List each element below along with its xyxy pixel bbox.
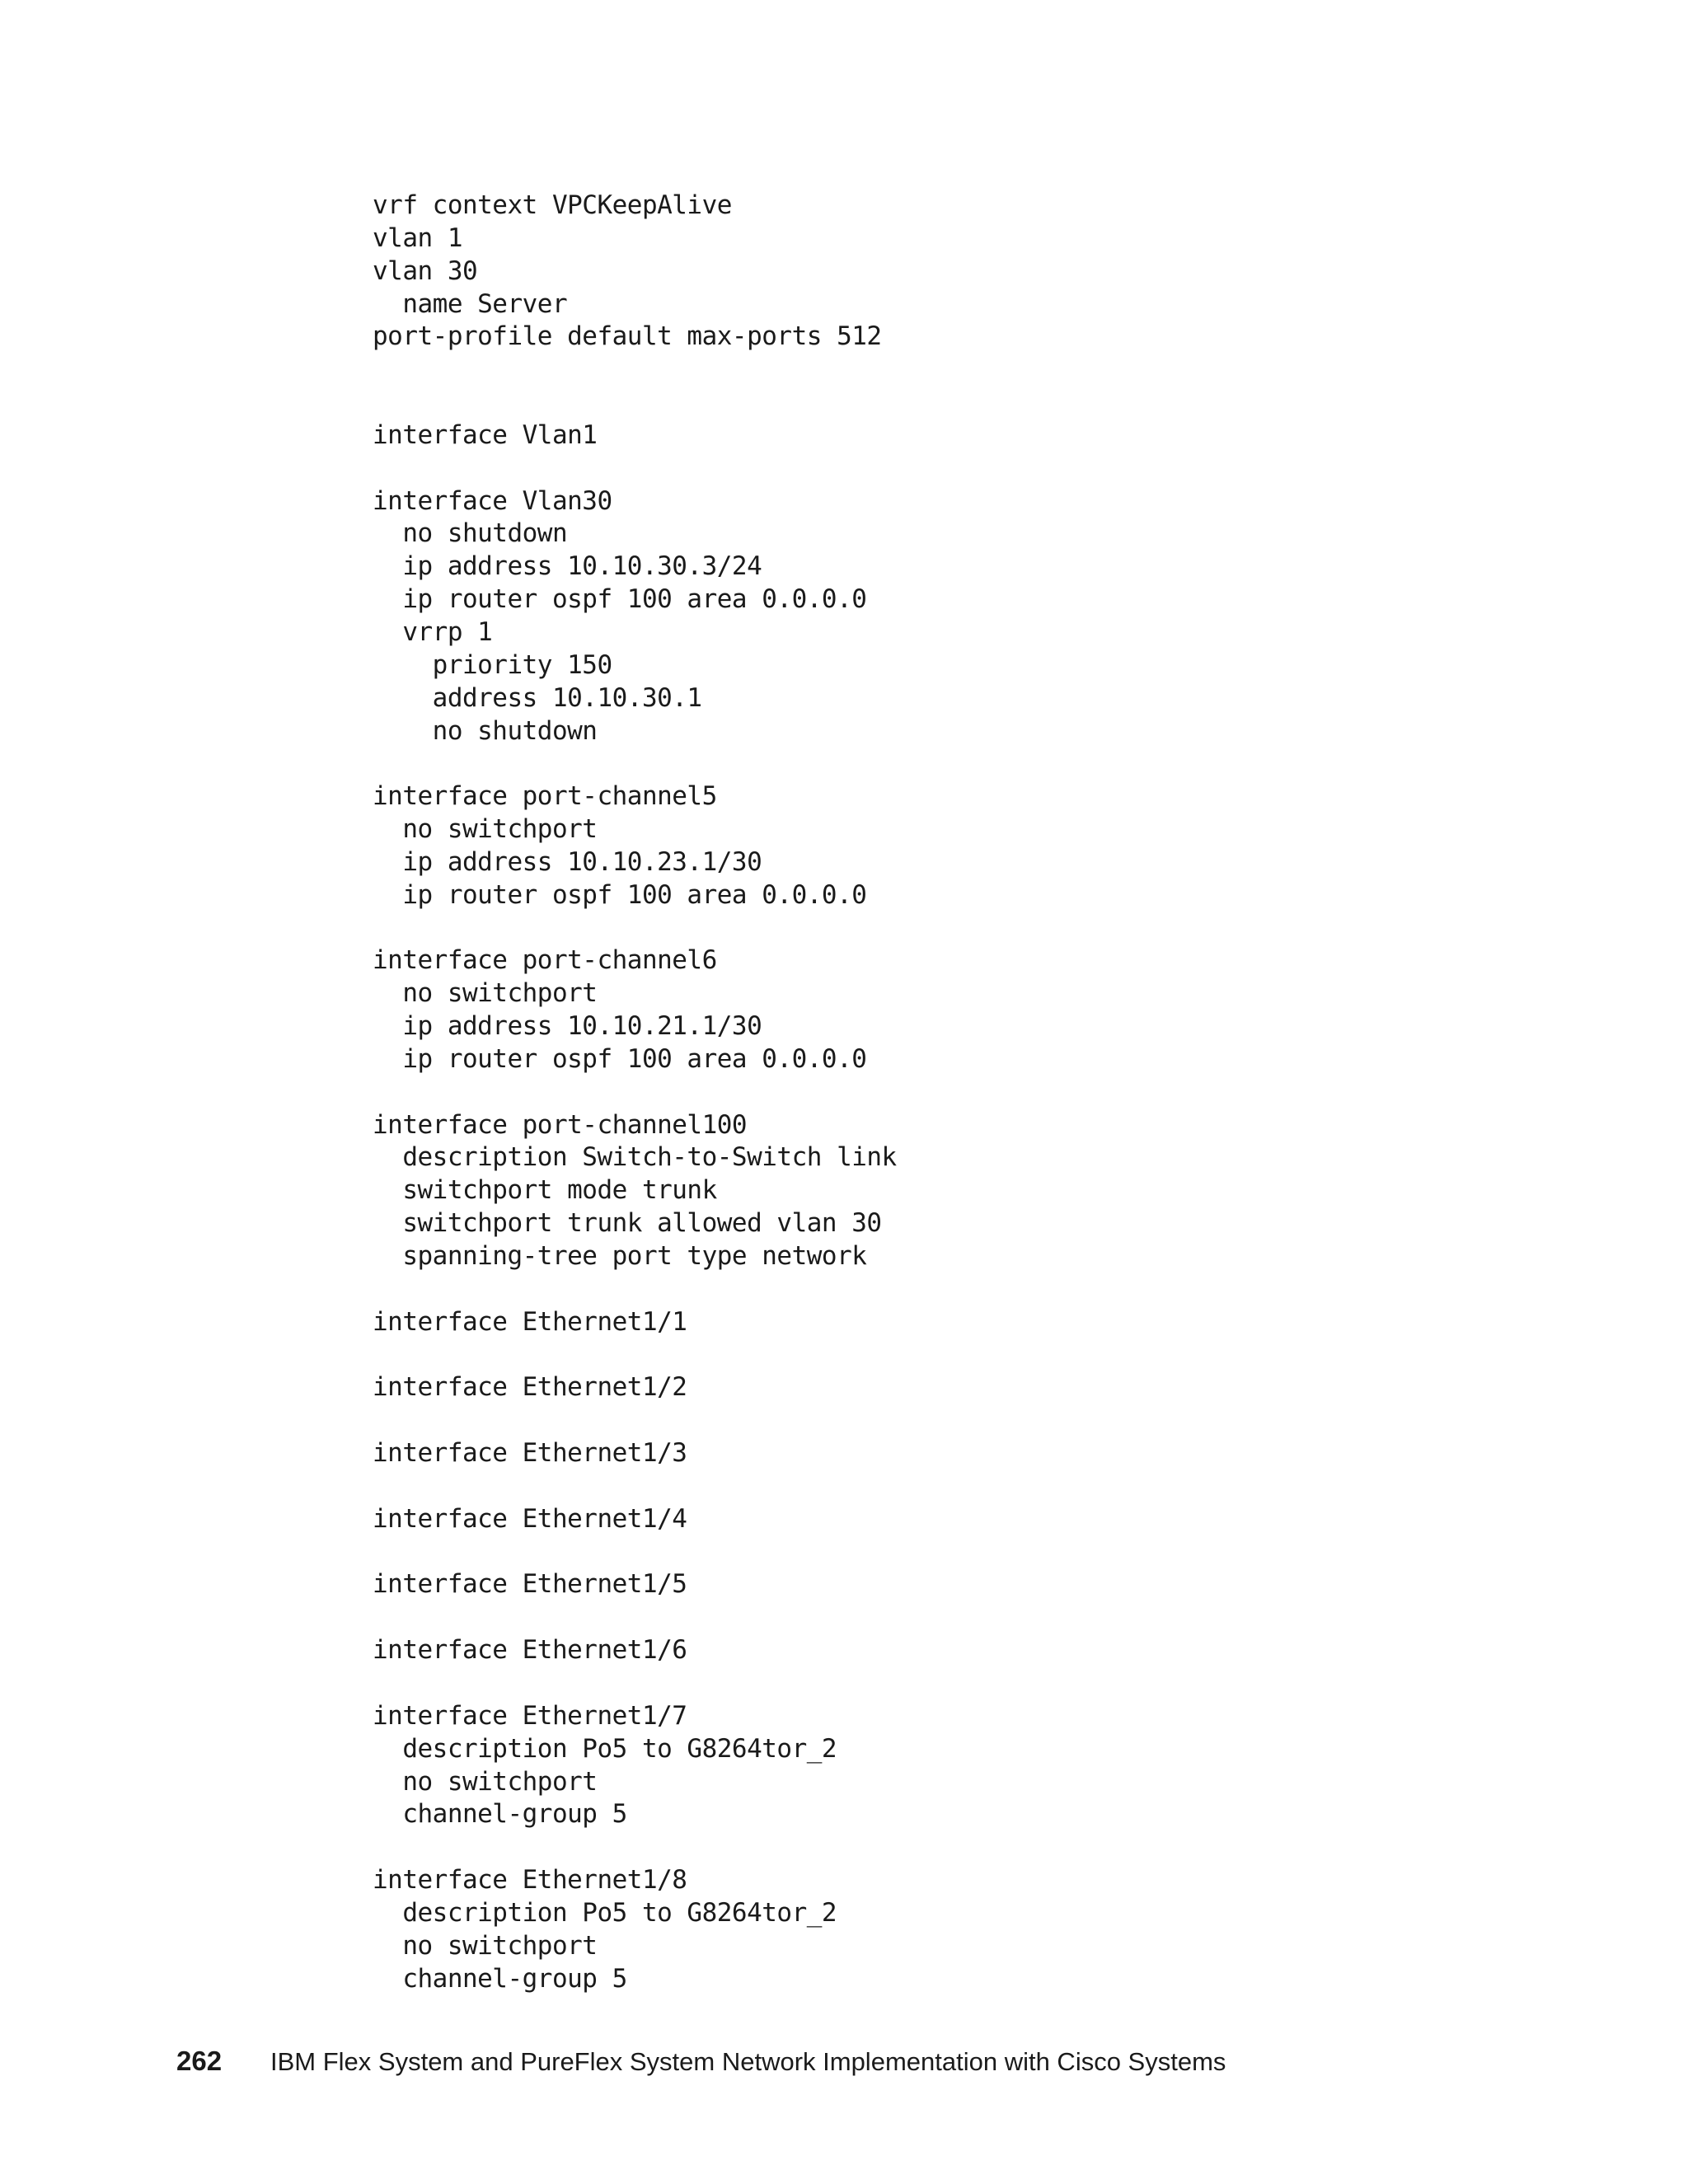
code-line: no switchport (373, 1930, 598, 1961)
code-line (373, 387, 897, 419)
code-line: interface Ethernet1/1 (373, 1306, 687, 1337)
code-line: no switchport (373, 1766, 598, 1797)
code-line: address 10.10.30.1 (373, 682, 702, 713)
code-line: description Po5 to G8264tor_2 (373, 1733, 837, 1764)
code-line: name Server (373, 288, 568, 319)
code-line: ip address 10.10.21.1/30 (373, 1011, 762, 1042)
code-line: vlan 30 (373, 255, 478, 286)
code-line: ip router ospf 100 area 0.0.0.0 (373, 584, 867, 615)
code-line (373, 1076, 897, 1109)
code-line: port-profile default max-ports 512 (373, 321, 882, 352)
code-line (373, 1667, 897, 1700)
code-line: interface Ethernet1/2 (373, 1372, 687, 1403)
code-line: no shutdown (373, 518, 568, 549)
code-line (373, 1601, 897, 1634)
code-line (373, 1536, 897, 1569)
code-line: description Switch-to-Switch link (373, 1142, 897, 1173)
code-line: interface Vlan1 (373, 419, 598, 450)
code-line: ip address 10.10.30.3/24 (373, 551, 762, 582)
code-line: interface port-channel100 (373, 1109, 748, 1140)
page-number: 262 (176, 2046, 223, 2076)
code-line: interface Ethernet1/8 (373, 1865, 687, 1896)
code-line: ip address 10.10.23.1/30 (373, 846, 762, 877)
code-line: ip router ospf 100 area 0.0.0.0 (373, 879, 867, 910)
code-line (373, 912, 897, 945)
code-line: interface Ethernet1/5 (373, 1569, 687, 1600)
code-line: vrrp 1 (373, 616, 493, 647)
code-line: no switchport (373, 978, 598, 1009)
code-line: channel-group 5 (373, 1799, 627, 1830)
code-line: interface Ethernet1/3 (373, 1438, 687, 1469)
code-line: channel-group 5 (373, 1963, 627, 1994)
code-line: description Po5 to G8264tor_2 (373, 1897, 837, 1928)
code-line: interface port-channel5 (373, 781, 717, 812)
book-title: IBM Flex System and PureFlex System Network Implementation with Cisco Systems (270, 2047, 1226, 2076)
code-line (373, 1273, 897, 1306)
code-line (373, 1339, 897, 1372)
code-line: ip router ospf 100 area 0.0.0.0 (373, 1043, 867, 1074)
code-line: no shutdown (373, 715, 598, 746)
code-line: switchport mode trunk (373, 1175, 717, 1206)
code-line (373, 354, 897, 387)
code-line: switchport trunk allowed vlan 30 (373, 1208, 882, 1239)
code-line: interface Ethernet1/7 (373, 1700, 687, 1731)
code-line (373, 1470, 897, 1503)
code-line (373, 452, 897, 485)
code-line: priority 150 (373, 649, 612, 680)
code-line (373, 748, 897, 780)
page-footer (176, 2046, 1226, 2077)
code-line: no switchport (373, 814, 598, 845)
code-line (373, 1404, 897, 1437)
code-line: vrf context VPCKeepAlive (373, 190, 732, 220)
code-line: interface Ethernet1/6 (373, 1635, 687, 1666)
code-line (373, 1831, 897, 1864)
config-code-block (373, 190, 897, 1995)
code-line: interface port-channel6 (373, 945, 717, 976)
code-line: interface Ethernet1/4 (373, 1503, 687, 1534)
code-line: interface Vlan30 (373, 485, 612, 516)
code-line: vlan 1 (373, 223, 462, 253)
code-line: spanning-tree port type network (373, 1241, 867, 1271)
